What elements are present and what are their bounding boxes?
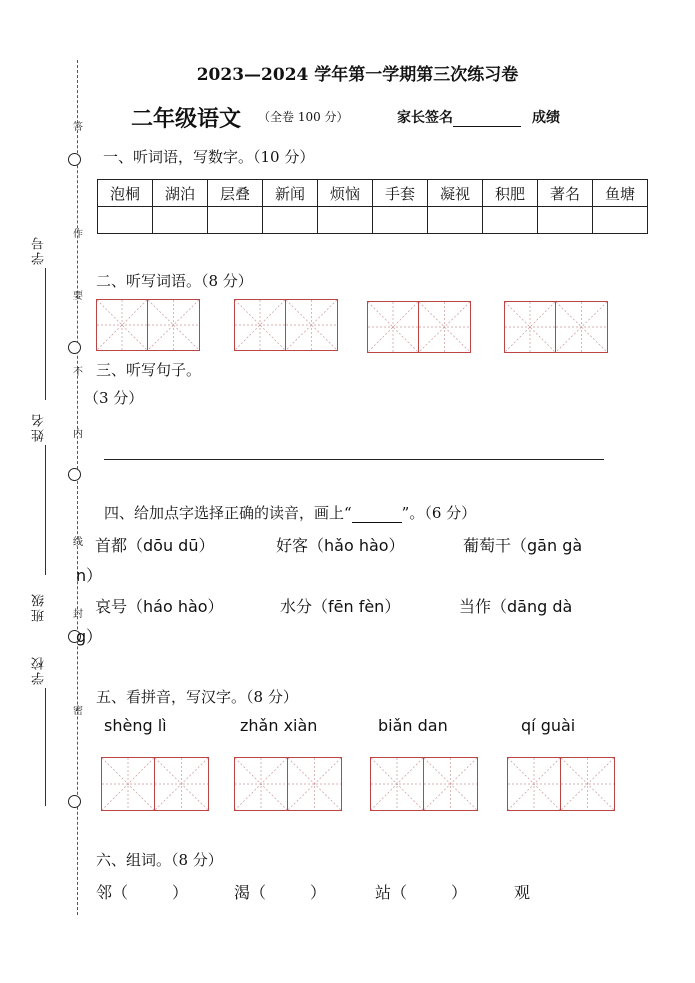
tianzi-box[interactable] bbox=[155, 757, 209, 811]
binding-char: 封 bbox=[73, 609, 83, 620]
word-cell: 积肥 bbox=[483, 180, 538, 207]
name-label: 姓名 bbox=[32, 412, 47, 442]
binding-char: 不 bbox=[73, 367, 83, 378]
tianzi-pair bbox=[96, 299, 200, 351]
tianzi-pair bbox=[234, 299, 338, 351]
tianzi-box[interactable] bbox=[424, 757, 478, 811]
signature-blank[interactable] bbox=[453, 112, 521, 127]
word-table bbox=[97, 179, 648, 234]
answer-cell[interactable] bbox=[538, 207, 593, 234]
tianzi-pair bbox=[370, 757, 478, 811]
word-cell: 著名 bbox=[538, 180, 593, 207]
binding-char: 要 bbox=[73, 291, 83, 302]
binding-char: 线 bbox=[73, 537, 83, 548]
word-cell: 鱼塘 bbox=[593, 180, 648, 207]
pronunciation-wrap: g） bbox=[76, 627, 103, 646]
school-label: 学校 bbox=[32, 655, 47, 685]
sentence-writing-line[interactable] bbox=[104, 459, 604, 460]
pinyin-prompt: zhǎn xiàn bbox=[240, 716, 318, 735]
word-cell: 新闻 bbox=[263, 180, 318, 207]
tianzi-box[interactable] bbox=[556, 301, 608, 353]
compound-item[interactable] bbox=[514, 880, 530, 903]
tianzi-box[interactable] bbox=[234, 299, 286, 351]
tianzi-box[interactable] bbox=[101, 757, 155, 811]
full-score-note: （全卷 100 分） bbox=[258, 110, 349, 124]
section-4-heading-post: ”。（6 分） bbox=[401, 504, 477, 522]
tianzi-box[interactable] bbox=[507, 757, 561, 811]
pronunciation-wrap: n） bbox=[76, 566, 103, 585]
word-cell: 手套 bbox=[373, 180, 428, 207]
exam-title: 2023—2024 学年第一学期第三次练习卷 bbox=[196, 65, 519, 85]
word-cell: 层叠 bbox=[208, 180, 263, 207]
answer-row bbox=[98, 207, 648, 234]
pinyin-prompt: biǎn dan bbox=[378, 716, 448, 735]
answer-cell[interactable] bbox=[98, 207, 153, 234]
binding-char: 密 bbox=[73, 706, 83, 717]
pronunciation-item: 水分（fēn fèn） bbox=[280, 597, 401, 616]
compound-item[interactable] bbox=[96, 880, 188, 903]
binding-hole bbox=[68, 153, 81, 166]
section-4-heading bbox=[104, 502, 476, 523]
tianzi-pair bbox=[234, 757, 342, 811]
word-cell: 凝视 bbox=[428, 180, 483, 207]
answer-cell[interactable] bbox=[153, 207, 208, 234]
parent-signature bbox=[397, 107, 521, 127]
pronunciation-item: 首都（dōu dū） bbox=[95, 536, 215, 555]
pronunciation-item: 葡萄干（gān gà bbox=[463, 536, 583, 555]
binding-hole bbox=[68, 341, 81, 354]
compound-item[interactable] bbox=[375, 880, 467, 903]
section-4-heading-pre: 四、给加点字选择正确的读音，画上“ bbox=[104, 504, 352, 522]
name-rule bbox=[45, 445, 46, 575]
word-cell: 烦恼 bbox=[318, 180, 373, 207]
section-1-heading: 一、听词语，写数字。（10 分） bbox=[103, 148, 315, 166]
section-2-heading: 二、听写词语。（8 分） bbox=[96, 272, 253, 290]
pronunciation-item: 好客（hǎo hào） bbox=[276, 536, 405, 555]
tianzi-pair bbox=[504, 301, 608, 353]
tianzi-pair bbox=[101, 757, 209, 811]
tianzi-box[interactable] bbox=[288, 757, 342, 811]
compound-item-text: 站（ ） bbox=[375, 883, 468, 902]
tianzi-box[interactable] bbox=[561, 757, 615, 811]
tianzi-box[interactable] bbox=[367, 301, 419, 353]
compound-item-text: 观 bbox=[514, 883, 531, 902]
tianzi-box[interactable] bbox=[504, 301, 556, 353]
pinyin-prompt: qí guài bbox=[521, 716, 576, 735]
section-6-heading: 六、组词。（8 分） bbox=[96, 851, 223, 869]
answer-cell[interactable] bbox=[263, 207, 318, 234]
subject-title: 二年级语文 bbox=[131, 107, 242, 132]
answer-cell[interactable] bbox=[483, 207, 538, 234]
compound-item[interactable] bbox=[234, 880, 326, 903]
binding-dashed-line bbox=[77, 60, 78, 915]
tianzi-box[interactable] bbox=[96, 299, 148, 351]
compound-item-text: 渴（ ） bbox=[234, 883, 327, 902]
tianzi-box[interactable] bbox=[419, 301, 471, 353]
binding-char: 答 bbox=[73, 122, 83, 133]
answer-underline bbox=[352, 507, 402, 523]
student-id-rule bbox=[45, 268, 46, 400]
grade-label: 成绩 bbox=[532, 110, 560, 126]
word-cell: 湖泊 bbox=[153, 180, 208, 207]
binding-char: 作 bbox=[73, 229, 83, 240]
tianzi-pair bbox=[507, 757, 615, 811]
word-cell: 泡桐 bbox=[98, 180, 153, 207]
section-3-heading: 三、听写句子。 bbox=[96, 361, 202, 379]
section-5-heading: 五、看拼音，写汉字。（8 分） bbox=[96, 688, 298, 706]
answer-cell[interactable] bbox=[593, 207, 648, 234]
binding-hole bbox=[68, 468, 81, 481]
answer-cell[interactable] bbox=[318, 207, 373, 234]
compound-item-text: 邻（ ） bbox=[96, 883, 189, 902]
answer-cell[interactable] bbox=[428, 207, 483, 234]
tianzi-pair bbox=[367, 301, 471, 353]
binding-char: 内 bbox=[73, 429, 83, 440]
binding-hole bbox=[68, 795, 81, 808]
tianzi-box[interactable] bbox=[234, 757, 288, 811]
tianzi-box[interactable] bbox=[370, 757, 424, 811]
section-3-score: （3 分） bbox=[84, 389, 144, 407]
pinyin-prompt: shèng lì bbox=[104, 716, 167, 735]
tianzi-box[interactable] bbox=[148, 299, 200, 351]
tianzi-box[interactable] bbox=[286, 299, 338, 351]
answer-cell[interactable] bbox=[373, 207, 428, 234]
class-label: 班级 bbox=[32, 592, 47, 622]
school-rule bbox=[45, 688, 46, 806]
pronunciation-item: 哀号（háo hào） bbox=[95, 597, 224, 616]
answer-cell[interactable] bbox=[208, 207, 263, 234]
signature-label: 家长签名 bbox=[397, 110, 453, 126]
pronunciation-item: 当作（dāng dà bbox=[459, 597, 573, 616]
student-id-label: 学号 bbox=[32, 235, 47, 265]
word-row bbox=[98, 180, 648, 207]
